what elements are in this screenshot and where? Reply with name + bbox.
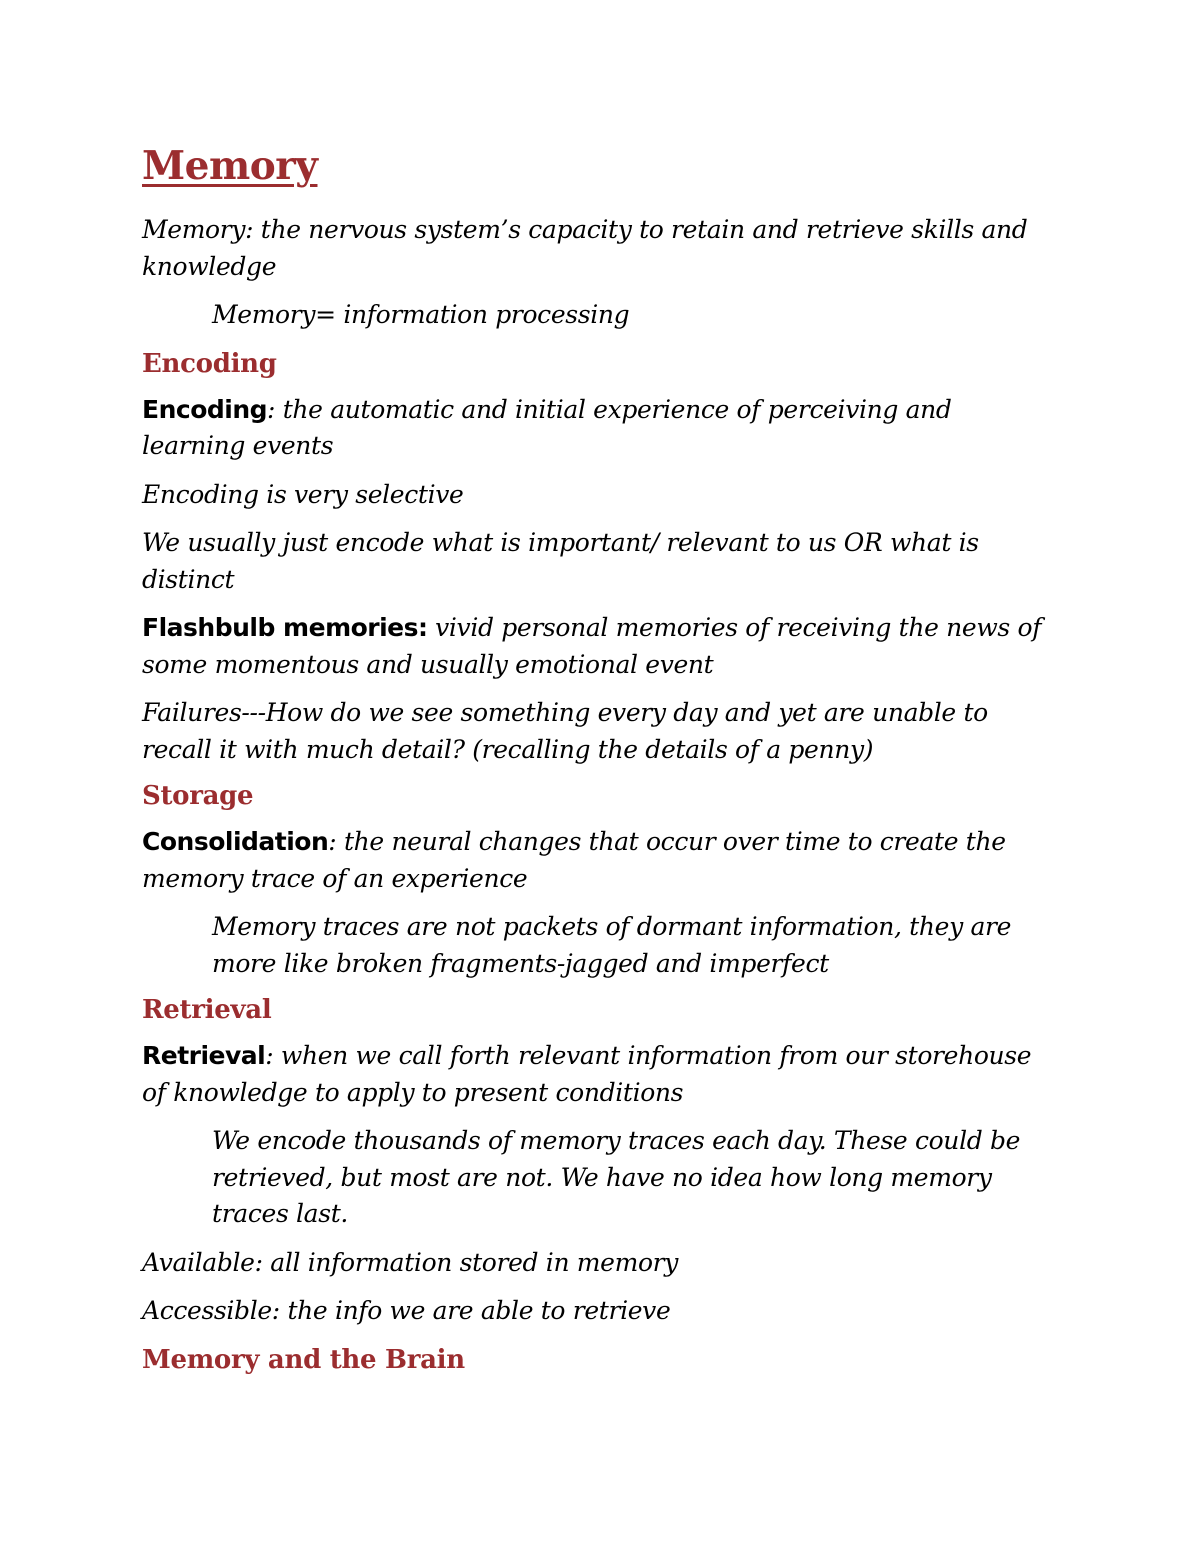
retrieval-heading: Retrieval (142, 995, 272, 1025)
encoding-term: Encoding (142, 394, 268, 424)
document-page (142, 140, 1062, 1388)
retrieval-accessible: Accessible: the info we are able to retrieve (142, 1296, 671, 1325)
flashbulb-term: Flashbulb memories: (142, 613, 428, 642)
retrieval-available: Available: all information stored in memory (142, 1247, 679, 1277)
encoding-usually: We usually just encode what is important/ relevant to us OR what is distinct (142, 528, 979, 594)
retrieval-term: Retrieval (142, 1041, 266, 1070)
encoding-failures: Failures---How do we see something every day and yet are unable to recall it with much detail? (recalling the details of a penny) (142, 698, 988, 764)
memory-definition: Memory: the nervous system’s capacity to retain and retrieve skills and knowledge (142, 215, 1028, 281)
consolidation-definition: : the neural changes that occur over time to create the memory trace of an experience (142, 827, 1006, 893)
storage-traces: Memory traces are not packets of dormant information, they are more like broken fragments-jagged and imperfect (212, 912, 1012, 978)
encoding-heading: Encoding (142, 348, 277, 379)
encoding-definition-paragraph (142, 392, 1062, 465)
consolidation-paragraph (142, 824, 1062, 897)
page-title: Memory (142, 143, 318, 189)
storage-heading: Storage (142, 781, 254, 811)
memory-equation: Memory= information processing (212, 300, 630, 329)
memory-brain-heading: Memory and the Brain (142, 1344, 465, 1375)
retrieval-definition: : when we call forth relevant information from our storehouse of knowledge to apply to present conditions (142, 1041, 1032, 1107)
retrieval-thousands: We encode thousands of memory traces each day. These could be retrieved, but most are not. We have no idea how long memory traces last. (212, 1126, 1021, 1228)
flashbulb-definition: vivid personal memories of receiving the news of some momentous and usually emotional event (142, 613, 1042, 679)
retrieval-definition-paragraph (142, 1038, 1062, 1111)
consolidation-term: Consolidation (142, 827, 329, 856)
encoding-selective: Encoding is very selective (142, 479, 464, 509)
encoding-definition: : the automatic and initial experience of perceiving and learning events (142, 394, 952, 460)
flashbulb-paragraph (142, 610, 1062, 683)
